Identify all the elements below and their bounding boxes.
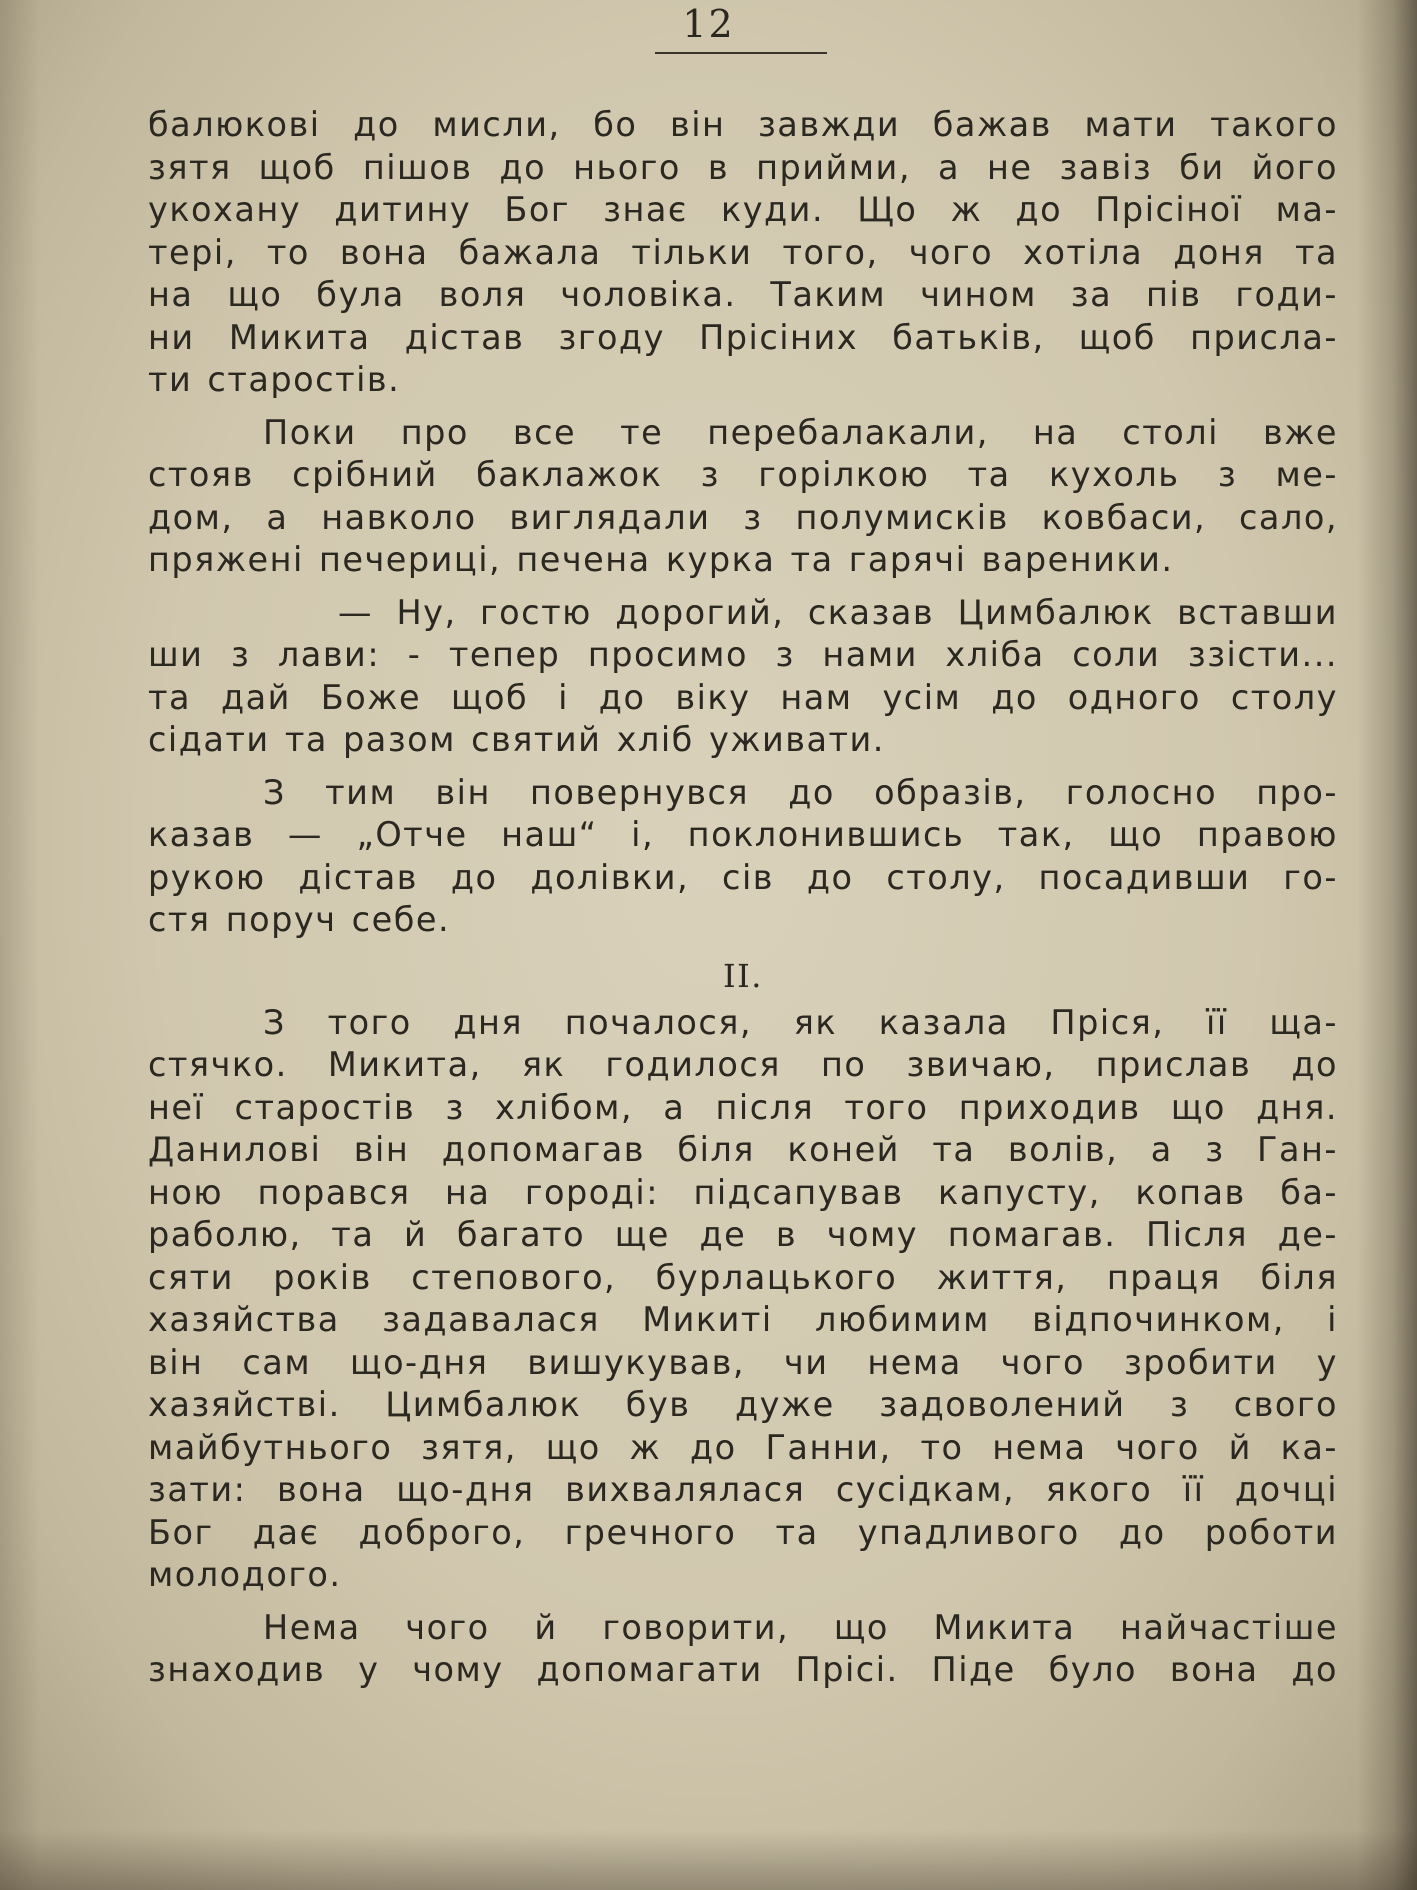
text-line: зятя щоб пішов до нього в прийми, а не завіз би його xyxy=(148,147,1338,187)
page-number-rule xyxy=(655,52,827,54)
text-line: тері, то вона бажала тільки того, чого хотіла доня та xyxy=(148,232,1338,272)
text-line: балюкові до мисли, бо він завжди бажав мати такого xyxy=(148,105,1338,144)
text-line: Бог дає доброго, гречного та упадливого до роботи xyxy=(148,1512,1338,1552)
text-line: молодого. xyxy=(148,1555,342,1594)
text-line: знаходив у чому допомагати Прісі. Піде було вона до xyxy=(148,1650,1338,1689)
text-line: він сам що-дня вишукував, чи нема чого зробити у xyxy=(148,1342,1338,1382)
text-line: ни Микита дістав згоду Прісіних батьків, щоб присла- xyxy=(148,317,1338,357)
page-shadow-left xyxy=(0,0,40,1890)
page-shadow-right xyxy=(1357,0,1417,1890)
text-line: укохану дитину Бог знає куди. Що ж до Прісіної ма- xyxy=(148,190,1338,229)
text-line: та дай Боже щоб і до віку нам усім до одного столу xyxy=(148,677,1338,717)
text-line: зати: вона що-дня вихвалялася сусідкам, якого її дочці xyxy=(148,1470,1338,1509)
text-line: Данилові він допомагав біля коней та волів, а з Ган- xyxy=(148,1130,1338,1169)
text-line: стя поруч себе. xyxy=(148,900,451,939)
text-line: на що була воля чоловіка. Таким чином за пів годи- xyxy=(148,275,1338,314)
text-line: майбутнього зятя, що ж до Ганни, то нема чого й ка- xyxy=(148,1427,1338,1467)
text-line: — Ну, гостю дорогий, сказав Цимбалюк вставши xyxy=(338,592,1338,632)
text-line: раболю, та й багато ще де в чому помагав. Після де- xyxy=(148,1215,1338,1254)
text-line: пряжені печериці, печена курка та гарячі вареники. xyxy=(148,540,1174,579)
text-line: З тим він повернувся до образів, голосно про- xyxy=(263,772,1338,812)
text-line: ти старостів. xyxy=(148,360,401,399)
page-number: 12 xyxy=(682,2,735,46)
text-line: неї старостів з хлібом, а після того приходив що дня. xyxy=(148,1087,1338,1127)
text-line: З того дня почалося, як казала Пріся, її ща- xyxy=(263,1002,1338,1042)
text-line: ною порався на городі: підсапував капусту, копав ба- xyxy=(148,1172,1338,1212)
page-shadow-bottom xyxy=(0,1830,1417,1890)
page-body-text xyxy=(148,104,1338,1692)
text-line: стояв срібний баклажок з горілкою та кухоль з ме- xyxy=(148,455,1338,494)
text-line: сідати та разом святий хліб уживати. xyxy=(148,720,885,759)
text-line: сяти років степового, бурлацького життя, праця біля xyxy=(148,1257,1338,1297)
text-line: стячко. Микита, як годилося по звичаю, прислав до xyxy=(148,1045,1338,1084)
text-line: ши з лави: - тепер просимо з нами хліба соли ззісти... xyxy=(148,635,1338,674)
text-line: рукою дістав до долівки, сів до столу, посадивши го- xyxy=(148,857,1338,897)
text-line: Поки про все те перебалакали, на столі вже xyxy=(263,412,1338,452)
text-line: хазяйстві. Цимбалюк був дуже задоволений з свого xyxy=(148,1385,1338,1424)
text-line: дом, а навколо виглядали з полумисків ковбаси, сало, xyxy=(148,497,1338,537)
text-line: Нема чого й говорити, що Микита найчастіше xyxy=(263,1607,1338,1647)
section-heading: II. xyxy=(723,956,763,995)
text-line: хазяйства задавалася Микиті любимим відпочинком, і xyxy=(148,1300,1338,1339)
text-line: казав — „Отче наш“ і, поклонившись так, що правою xyxy=(148,815,1338,854)
